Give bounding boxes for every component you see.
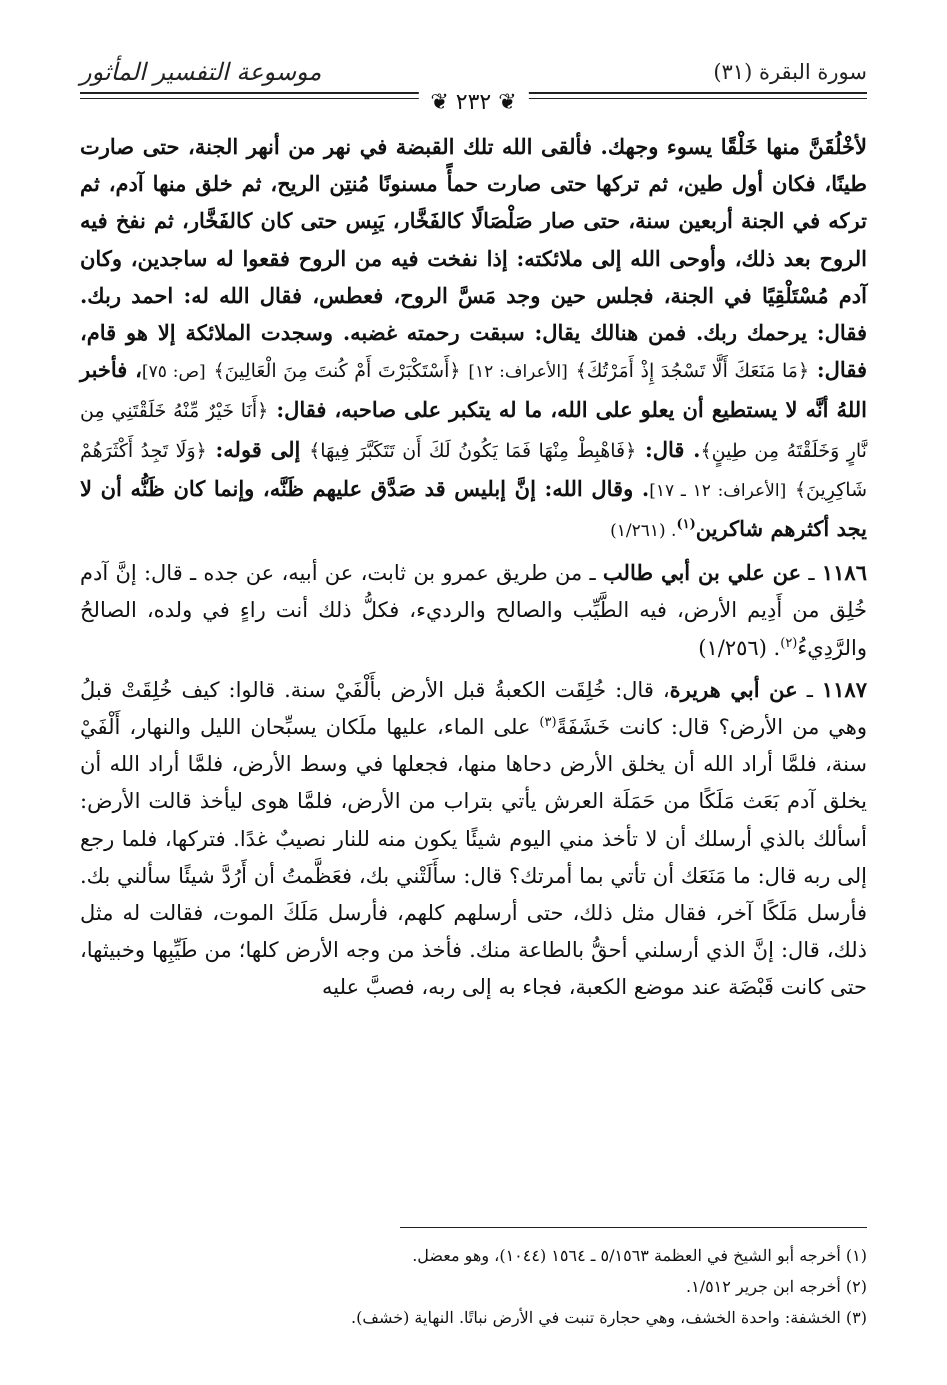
hadith-text: ، قال: خُلِقَت الكعبةُ قبل الأرض بأَلْفَيْ سنة. قالوا: كيف خُلِقَتْ قبلُ وهي من الأرض؟ قال: كانت خَشَفَةً <box>80 677 867 740</box>
footnote-marker: (٢) <box>780 635 798 651</box>
quran-quote: ﴿أَسْتَكْبَرْتَ أَمْ كُنتَ مِنَ الْعَالِينَ﴾ <box>213 360 461 383</box>
verse-reference: [ص: ٧٥] <box>141 362 206 383</box>
footnote: (٣) الخشفة: واحدة الخشف، وهي حجارة تنبت في الأرض نباتًا. النهاية (خشف). <box>351 1308 867 1327</box>
narrative-text: ، فأخبر اللهُ أنَّه لا يستطيع أن يعلو على الله، ما له يتكبر على صاحبه، فقال: <box>80 357 868 423</box>
main-text <box>80 128 867 1007</box>
narrative-text: إلى قوله: <box>206 436 310 462</box>
narrator: عن علي بن أبي طالب <box>602 560 802 586</box>
hadith-entry: ١١٨٦ ـ عن علي بن أبي طالب ـ من طريق عمرو بن ثابت، عن أبيه، عن جده ـ قال: إنَّ آدم خُلِق من أَدِيم الأرض، فيه الطَّيِّب والصالح والرديء، فكلُّ ذلك أنت راءٍ في ولده، الصالحُ والرَّدِيءُ$^{(٢)}$. (١/٢٥٦) <box>80 560 867 660</box>
narrative-text: . قال: <box>636 436 701 462</box>
hadith-number: ١١٨٧ <box>821 676 867 702</box>
footnote-marker: (١) <box>676 517 696 533</box>
footnote-marker: (٣) <box>539 715 557 731</box>
footnotes <box>80 1240 867 1333</box>
footnote: (١) أخرجه أبو الشيخ في العظمة ٥/١٥٦٣ ـ ١٥٦٤ (١٠٤٤)، وهو معضل. <box>412 1246 867 1265</box>
quran-quote: ﴿أَنَا خَيْرٌ مِّنْهُ خَلَقْتَنِي مِن نَّارٍ وَخَلَقْتَهُ مِن طِينٍ﴾ <box>80 400 867 462</box>
footnote: (٢) أخرجه ابن جرير ١/٥١٢. <box>686 1277 867 1296</box>
narrator: عن أبي هريرة <box>669 676 798 702</box>
verse-reference: [الأعراف: ١٢ ـ ١٧] <box>649 480 787 501</box>
verse-reference: [الأعراف: ١٢] <box>468 362 568 383</box>
hadith-text: على الماء، عليها ملَكان يسبِّحان الليل والنهار، أَلْفَيْ سنة، فلمَّا أراد الله أن يخلق الأرض دحاها منها، فجعلها في وسط الأرض، فلمَّا أراد الله أن يخلق آدم بَعَث مَلَكًا من حَمَلَة العرش يأتي بتراب من الأرض، فلمَّا هوى ليأخذ قالت الأرض: أسألك بالذي أرسلك أن لا تأخذ مني اليوم شيئًا يكون منه للنار نصيبٌ غدًا. فتركها، فلما رجع إلى ربه قال: ما مَنَعَك أن تأتي بما أمرتك؟ قال: سأَلَتْني بك، فعَظَّمتُ أن أَرُدَّ شيئًا سألني بك. فأرسل مَلَكًا آخر، فقال مثل ذلك، حتى أرسلهم كلهم، فأرسل مَلَكَ الموت، فقالت له مثل ذلك، قال: إنَّ الذي أرسلني أحقُّ بالطاعة منك. فأخذ من وجه الأرض كلها؛ من طَيِّبِها وخبيثها، حتى كانت قَبْضَة عند موضع الكعبة، فجاء به إلى ربه، فصبَّ عليه <box>80 715 867 1000</box>
narrative-text: لأخْلُقَنَّ منها خَلْقًا يسوء وجهك. فألقى الله تلك القبضة في نهر من أنهر الجنة، حتى صارت طينًا، فكان أول طين، ثم تركها حتى صارت حمأً مسنونًا مُنتِن الريح، ثم خلق منها آدم، ثم تركه في الجنة أربعين سنة، حتى صار صَلْصَالًا كالفَخَّار، يَبِس حتى كان كالفَخَّار، ثم نفخ فيه الروح بعد ذلك، وأوحى الله إلى ملائكته: إذا نفخت فيه من الروح فقعوا له ساجدين، وكان آدم مُسْتَلْقِيًا في الجنة، فجلس حين وجد مَسَّ الروح، فعطس، فقال الله له: احمد ربك. فقال: يرحمك ربك. فمن هنالك يقال: سبقت رحمته غضبه. وسجدت الملائكة إلا هو قام، فقال: <box>80 134 867 383</box>
page-number-value: ٢٣٢ <box>455 90 492 115</box>
hadith-number: ١١٨٦ <box>821 560 867 586</box>
quran-quote: ﴿وَلَا تَجِدُ أَكْثَرَهُمْ شَاكِرِينَ﴾ <box>80 439 867 501</box>
surah-label: سورة البقرة (٣١) <box>713 60 867 84</box>
hadith-entry: ١١٨٧ ـ عن أبي هريرة، قال: خُلِقَت الكعبةُ قبل الأرض بأَلْفَيْ سنة. قالوا: كيف خُلِقَتْ قبلُ وهي من الأرض؟ قال: كانت خَشَفَةً$^{(٣)}$ على الماء، عليها ملَكان يسبِّحان الليل والنهار، أَلْفَيْ سنة، فلمَّا أراد الله أن يخلق الأرض دحاها منها، فجعلها في وسط الأرض، فلمَّا أراد الله أن يخلق آدم بَعَث مَلَكًا من حَمَلَة العرش يأتي بتراب من الأرض، فلمَّا هوى ليأخذ قالت الأرض: أسألك بالذي أرسلك أن لا تأخذ مني اليوم شيئًا يكون منه للنار نصيبٌ غدًا. فتركها، فلما رجع إلى ربه قال: ما مَنَعَك أن تأتي بما أمرتك؟ قال: سأَلَتْني بك، فعَظَّمتُ أن أَرُدَّ شيئًا سألني بك. فأرسل مَلَكًا آخر، فقال مثل ذلك، حتى أرسلهم كلهم، فأرسل مَلَكَ الموت، فقالت له مثل ذلك، قال: إنَّ الذي أرسلني أحقُّ بالطاعة منك. فأخذ من وجه الأرض كلها؛ من طَيِّبِها وخبيثها، حتى كانت قَبْضَة عند موضع الكعبة، فجاء به إلى ربه، فصبَّ عليه <box>80 676 867 1000</box>
footnote-separator <box>400 1227 867 1228</box>
volume-reference: . (١/٢٥٦) <box>698 635 781 660</box>
quran-quote: ﴿فَاهْبِطْ مِنْهَا فَمَا يَكُونُ لَكَ أَن تَتَكَبَّرَ فِيهَا﴾ <box>309 439 637 462</box>
paragraph-continuation <box>80 128 867 550</box>
book-title: موسوعة التفسير المأثور <box>80 58 322 86</box>
page-header <box>80 58 867 118</box>
quran-quote: ﴿مَا مَنَعَكَ أَلَّا تَسْجُدَ إِذْ أَمَرْتُكَ﴾ <box>575 360 810 383</box>
narrative-text: . وقال الله: إنَّ إبليس قد صَدَّق عليهم ظَنَّه، وإنما كان ظَنُّه أن لا يجد أكثرهم شاكرين <box>80 475 867 542</box>
volume-reference: . (١/٢٦١) <box>610 521 677 542</box>
page-number: ❦ ٢٣٢ ❦ <box>418 90 528 115</box>
hadith-text: ـ من طريق عمرو بن ثابت، عن أبيه، عن جده ـ قال: إنَّ آدم خُلِق من أَدِيم الأرض، فيه الطَّيِّب والصالح والرديء، فكلُّ ذلك أنت راءٍ في ولده، الصالحُ والرَّدِيءُ <box>80 561 867 660</box>
